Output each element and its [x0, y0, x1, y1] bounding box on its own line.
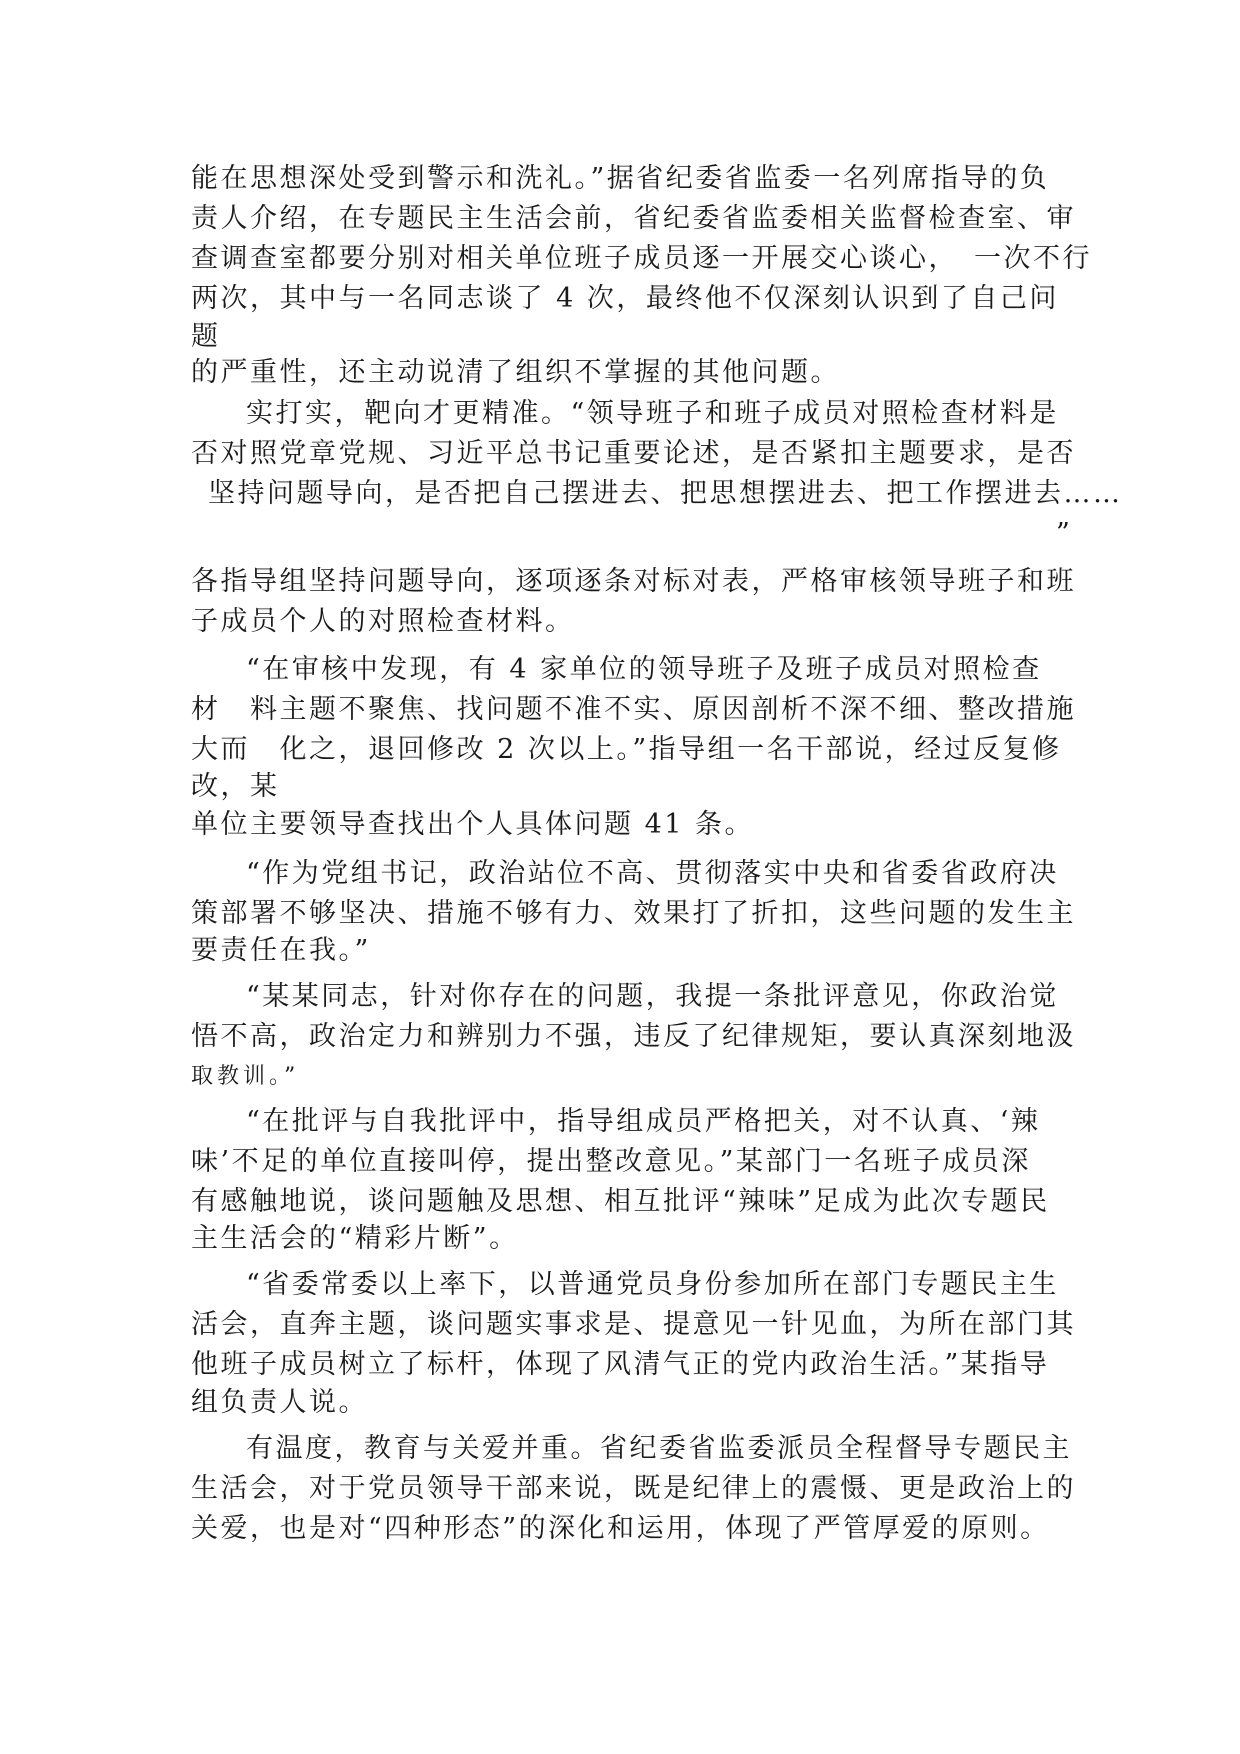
text-line: 的严重性，还主动说清了组织不掌握的其他问题。	[191, 357, 840, 388]
paragraph-start-line: “某某同志，针对你存在的问题，我提一条批评意见，你政治觉	[246, 981, 1059, 1012]
paragraph-start-line: “作为党组书记，政治站位不高、贯彻落实中央和省委省政府决	[246, 858, 1059, 889]
text-line: 材 料主题不聚焦、找问题不准不实、原因剖析不深不细、整改措施	[191, 694, 1076, 725]
text-line: 改，某	[191, 771, 280, 802]
text-line: 坚持问题导向，是否把自己摆进去、把思想摆进去、把工作摆进去……	[208, 478, 1123, 509]
paragraph-start-line: 有温度，教育与关爱并重。省纪委省监委派员全程督导专题民主	[246, 1433, 1072, 1464]
text-line: 大而 化之，退回修改 2 次以上。”指导组一名干部说，经过反复修	[191, 734, 1062, 765]
text-line: 各指导组坚持问题导向，逐项逐条对标对表，严格审核领导班子和班	[191, 566, 1076, 597]
paragraph-start-line: “在批评与自我批评中，指导组成员严格把关，对不认真、‘辣	[246, 1106, 1041, 1137]
text-line: 策部署不够坚决、措施不够有力、效果打了折扣，这些问题的发生主	[191, 898, 1076, 929]
text-line: 味’不足的单位直接叫停，提出整改意见。”某部门一名班子成员深	[191, 1146, 1031, 1177]
text-line: 悟不高，政治定力和辨别力不强，违反了纪律规矩，要认真深刻地汲	[191, 1021, 1076, 1052]
text-line: 两次，其中与一名同志谈了 4 次，最终他不仅深刻认识到了自己问	[191, 283, 1059, 314]
text-line: 子成员个人的对照检查材料。	[191, 606, 575, 637]
paragraph-start-line: “在审核中发现，有 4 家单位的领导班子及班子成员对照检查	[246, 654, 1042, 685]
text-line: ”	[1056, 518, 1073, 549]
text-line: 能在思想深处受到警示和洗礼。”据省纪委省监委一名列席指导的负	[191, 163, 1050, 194]
paragraph-start-line: 实打实，靶向才更精准。“领导班子和班子成员对照检查材料是	[246, 398, 1059, 429]
text-line: 查调查室都要分别对相关单位班子成员逐一开展交心谈心， 一次不行	[191, 243, 1092, 274]
text-line: 他班子成员树立了标杆，体现了风清气正的党内政治生活。”某指导	[191, 1349, 1050, 1380]
text-line: 责人介绍，在专题民主生活会前，省纪委省监委相关监督检查室、审	[191, 203, 1076, 234]
text-line: 否对照党章党规、习近平总书记重要论述，是否紧扣主题要求，是否	[191, 438, 1076, 469]
text-line: 生活会，对于党员领导干部来说，既是纪律上的震慑、更是政治上的	[191, 1473, 1076, 1504]
text-line: 题	[191, 321, 221, 352]
text-line: 主生活会的“精彩片断”。	[191, 1223, 519, 1254]
text-line: 组负责人说。	[191, 1387, 368, 1418]
text-line: 关爱，也是对“四种形态”的深化和运用，体现了严管厚爱的原则。	[191, 1513, 1050, 1544]
text-line: 单位主要领导查找出个人具体问题 41 条。	[191, 809, 755, 840]
text-line: 活会，直奔主题，谈问题实事求是、提意见一针见血，为所在部门其	[191, 1309, 1076, 1340]
paragraph-start-line: “省委常委以上率下，以普通党员身份参加所在部门专题民主生	[246, 1269, 1059, 1300]
text-line: 有感触地说，谈问题触及思想、相互批评“辣味”足成为此次专题民	[191, 1186, 1050, 1217]
text-line: 取教训。”	[191, 1064, 300, 1089]
text-line: 要责任在我。”	[191, 935, 371, 966]
